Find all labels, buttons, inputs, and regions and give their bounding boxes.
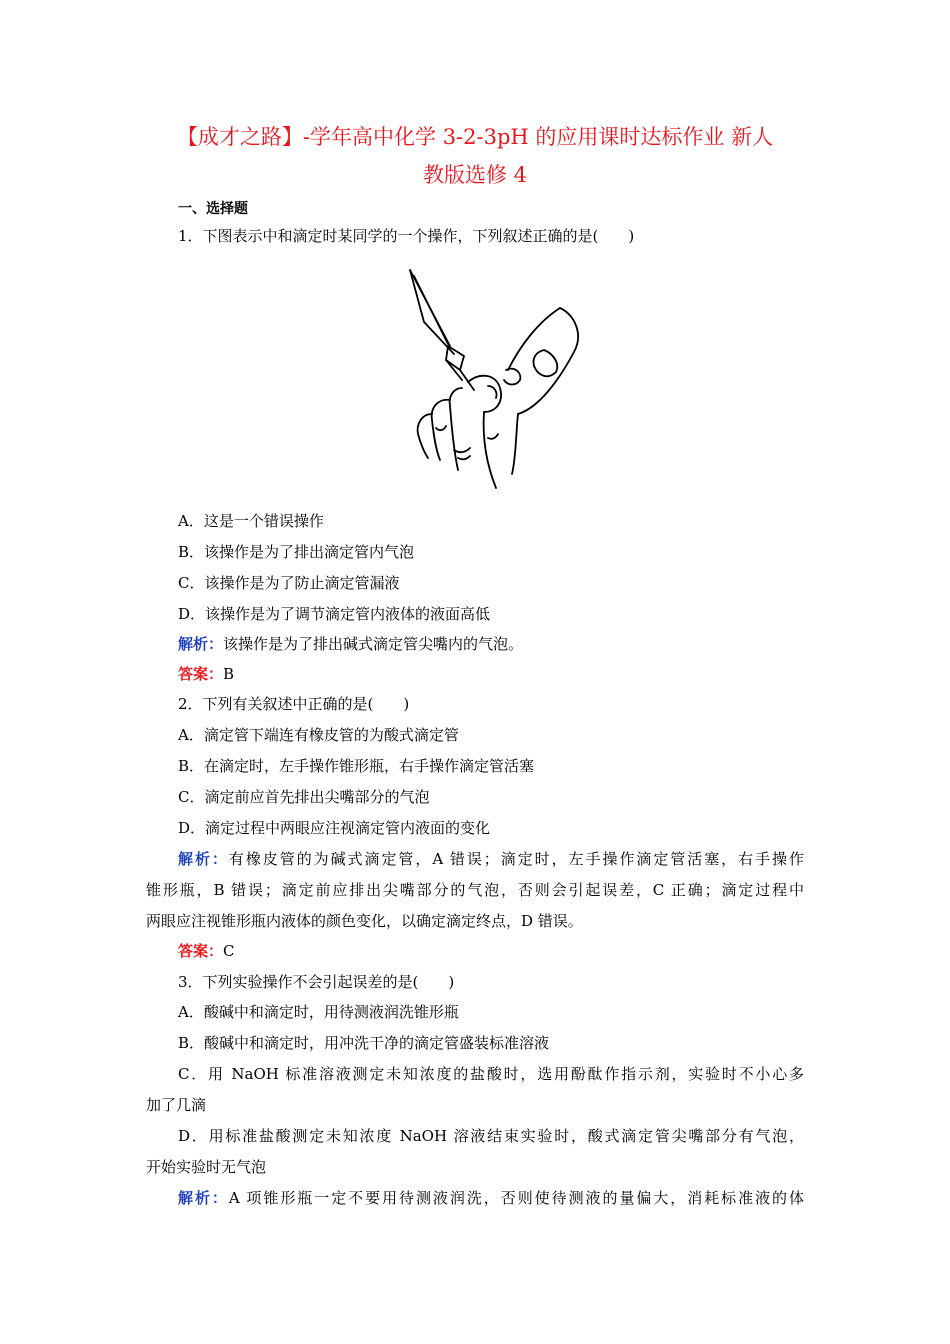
q2-stem: 2．下列有关叙述中正确的是( ) bbox=[178, 695, 410, 713]
q3-analysis-text-1: A 项锥形瓶一定不要用待测液润洗，否则使待测液的量偏大，消耗标准液的体 bbox=[228, 1189, 804, 1207]
q2-option-d: D．滴定过程中两眼应注视滴定管内液面的变化 bbox=[178, 819, 491, 837]
q3-stem: 3．下列实验操作不会引起误差的是( ) bbox=[178, 973, 455, 991]
q1-option-b: B．该操作是为了排出滴定管内气泡 bbox=[178, 543, 415, 561]
q3-option-c-line-1: C．用 NaOH 标准溶液测定未知浓度的盐酸时，选用酚酞作指示剂，实验时不小心多 bbox=[178, 1065, 804, 1083]
q1-option-a: A．这是一个错误操作 bbox=[178, 512, 324, 530]
q1-option-c: C．该操作是为了防止滴定管漏液 bbox=[178, 574, 400, 592]
q2-analysis-line-2: 锥形瓶，B 错误；滴定前应排出尖嘴部分的气泡，否则会引起误差，C 正确；滴定过程中 bbox=[146, 881, 804, 899]
q1-answer-value: B bbox=[223, 665, 235, 683]
q3-analysis-line-1 bbox=[178, 1188, 804, 1208]
analysis-label: 解析： bbox=[178, 1189, 229, 1207]
q2-option-c: C．滴定前应首先排出尖嘴部分的气泡 bbox=[178, 788, 430, 806]
q1-answer bbox=[178, 664, 234, 684]
title-line-2: 教版选修 4 bbox=[422, 163, 528, 187]
q1-option-d: D．该操作是为了调节滴定管内液体的液面高低 bbox=[178, 605, 491, 623]
q2-analysis-line-1 bbox=[178, 849, 804, 869]
q3-option-a: A．酸碱中和滴定时，用待测液润洗锥形瓶 bbox=[178, 1003, 459, 1021]
answer-label: 答案： bbox=[178, 665, 224, 683]
q2-option-a: A．滴定管下端连有橡皮管的为酸式滴定管 bbox=[178, 726, 459, 744]
q2-analysis-text-1: 有橡皮管的为碱式滴定管，A 错误；滴定时，左手操作滴定管活塞，右手操作 bbox=[228, 850, 804, 868]
title-line-1: 【成才之路】-学年高中化学 3-2-3pH 的应用课时达标作业 新人 bbox=[176, 125, 774, 149]
burette-hand-illustration bbox=[388, 262, 598, 494]
q2-option-b: B．在滴定时，左手操作锥形瓶，右手操作滴定管活塞 bbox=[178, 757, 535, 775]
q1-analysis-text: 该操作是为了排出碱式滴定管尖嘴内的气泡。 bbox=[223, 635, 524, 653]
analysis-label: 解析： bbox=[178, 635, 224, 653]
analysis-label: 解析： bbox=[178, 850, 229, 868]
q3-option-c-line-2: 加了几滴 bbox=[146, 1096, 207, 1114]
q1-analysis bbox=[178, 634, 523, 654]
q2-analysis-line-3: 两眼应注视锥形瓶内液体的颜色变化，以确定滴定终点，D 错误。 bbox=[146, 912, 583, 930]
q1-stem: 1．下图表示中和滴定时某同学的一个操作，下列叙述正确的是( ) bbox=[178, 227, 635, 245]
q2-answer bbox=[178, 941, 235, 961]
q3-option-d-line-2: 开始实验时无气泡 bbox=[146, 1158, 267, 1176]
section-heading: 一、选择题 bbox=[178, 201, 248, 217]
q2-answer-value: C bbox=[223, 942, 235, 960]
q3-option-d-line-1: D．用标准盐酸测定未知浓度 NaOH 溶液结束实验时，酸式滴定管尖嘴部分有气泡， bbox=[178, 1127, 804, 1145]
q3-option-b: B．酸碱中和滴定时，用冲洗干净的滴定管盛装标准溶液 bbox=[178, 1034, 550, 1052]
document-title bbox=[150, 118, 800, 194]
answer-label: 答案： bbox=[178, 942, 224, 960]
